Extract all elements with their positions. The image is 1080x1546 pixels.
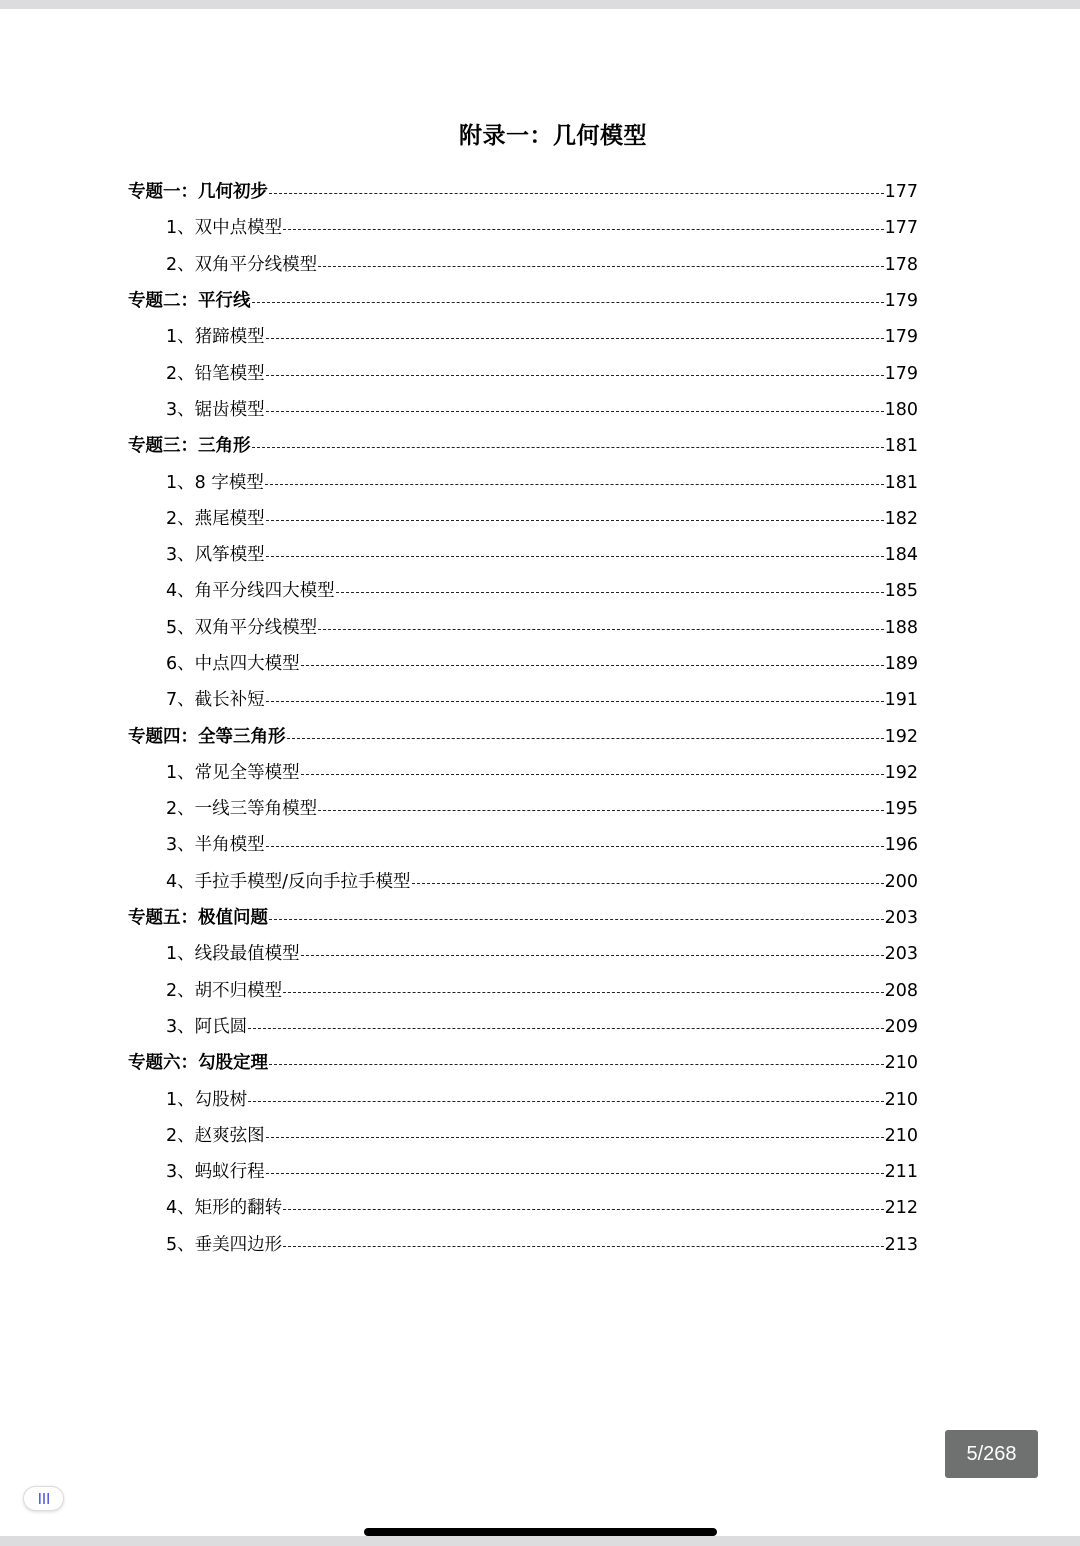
toc-section-entry[interactable] [128, 283, 918, 319]
dotted-leader [283, 981, 883, 1001]
dotted-leader [248, 1017, 883, 1037]
toc-subsection-entry[interactable] [128, 1009, 918, 1045]
toc-entry-label: 2、铅笔模型 [166, 363, 265, 384]
toc-subsection-entry[interactable] [128, 392, 918, 428]
toc-subsection-entry[interactable] [128, 210, 918, 246]
toc-page-number: 188 [884, 617, 918, 638]
toc-entry-label: 3、半角模型 [166, 835, 265, 856]
toc-subsection-entry[interactable] [128, 1154, 918, 1190]
toc-page-number: 208 [884, 980, 918, 1001]
toc-subsection-entry[interactable] [128, 537, 918, 573]
toc-entry-label: 2、燕尾模型 [166, 508, 265, 529]
toc-subsection-entry[interactable] [128, 319, 918, 355]
toc-entry-label: 1、8 字模型 [166, 472, 264, 493]
dotted-leader [265, 473, 884, 493]
toc-page-number: 179 [884, 327, 918, 348]
toc-subsection-entry[interactable] [128, 247, 918, 283]
bottom-bar [0, 1536, 1080, 1546]
toc-subsection-entry[interactable] [128, 1227, 918, 1263]
dotted-leader [266, 545, 884, 565]
toc-page-number: 191 [884, 690, 918, 711]
toc-page-number: 203 [884, 908, 918, 929]
toc-entry-label: 专题六：勾股定理 [128, 1053, 268, 1074]
dotted-leader [336, 581, 884, 601]
toc-subsection-entry[interactable] [128, 973, 918, 1009]
toc-entry-label: 专题四：全等三角形 [128, 726, 286, 747]
toc-entry-label: 4、手拉手模型/反向手拉手模型 [166, 871, 411, 892]
toc-subsection-entry[interactable] [128, 791, 918, 827]
toc-entry-label: 专题五：极值问题 [128, 908, 268, 929]
toc-subsection-entry[interactable] [128, 1190, 918, 1226]
dotted-leader [266, 1162, 884, 1182]
toc-subsection-entry[interactable] [128, 646, 918, 682]
dotted-leader [412, 872, 884, 892]
sidebar-toggle-button[interactable] [23, 1486, 64, 1511]
toc-entry-label: 1、线段最值模型 [166, 944, 300, 965]
toc-entry-label: 4、矩形的翻转 [166, 1198, 283, 1219]
dotted-leader [269, 182, 884, 202]
toc-page-number: 181 [884, 472, 918, 493]
toc-page-number: 213 [884, 1234, 918, 1255]
toc-subsection-entry[interactable] [128, 682, 918, 718]
toc-subsection-entry[interactable] [128, 1118, 918, 1154]
toc-page-number: 177 [884, 218, 918, 239]
toc-section-entry[interactable] [128, 1045, 918, 1081]
dotted-leader [318, 799, 883, 819]
dotted-leader [269, 908, 884, 928]
toc-entry-label: 7、截长补短 [166, 690, 265, 711]
toc-subsection-entry[interactable] [128, 501, 918, 537]
toc-entry-label: 3、阿氏圆 [166, 1016, 248, 1037]
dotted-leader [301, 654, 884, 674]
dotted-leader [266, 327, 884, 347]
dotted-leader [283, 218, 883, 238]
toc-subsection-entry[interactable] [128, 464, 918, 500]
toc-entry-label: 1、猪蹄模型 [166, 327, 265, 348]
toc-entry-label: 6、中点四大模型 [166, 654, 300, 674]
toc-subsection-entry[interactable] [128, 610, 918, 646]
toc-entry-label: 1、常见全等模型 [166, 762, 300, 783]
toc-entry-label: 5、双角平分线模型 [166, 617, 318, 638]
toc-section-entry[interactable] [128, 718, 918, 754]
top-status-bar [0, 0, 1080, 9]
toc-entry-label: 1、勾股树 [166, 1089, 248, 1110]
home-indicator[interactable] [364, 1528, 717, 1536]
dotted-leader [269, 1053, 884, 1073]
toc-entry-label: 3、风筝模型 [166, 545, 265, 566]
toc-page-number: 182 [884, 508, 918, 529]
toc-section-entry[interactable] [128, 900, 918, 936]
toc-page-number: 212 [884, 1198, 918, 1219]
dotted-leader [318, 618, 883, 638]
toc-page-number: 192 [884, 726, 918, 747]
toc-page-number: 203 [884, 944, 918, 965]
toc-page-number: 210 [884, 1125, 918, 1146]
dotted-leader [266, 509, 884, 529]
toc-section-entry[interactable] [128, 428, 918, 464]
dotted-leader [248, 1090, 883, 1110]
toc-entry-label: 2、胡不归模型 [166, 980, 283, 1001]
toc-page-number: 181 [884, 436, 918, 457]
toc-page-number: 210 [884, 1089, 918, 1110]
toc-page-number: 210 [884, 1053, 918, 1074]
page-indicator: 5/268 [945, 1430, 1038, 1478]
toc-entry-label: 5、垂美四边形 [166, 1234, 283, 1255]
toc-subsection-entry[interactable] [128, 936, 918, 972]
dotted-leader [252, 436, 884, 456]
toc-page-number: 180 [884, 399, 918, 420]
dotted-leader [301, 763, 884, 783]
toc-entry-label: 3、锯齿模型 [166, 399, 265, 420]
toc-page-number: 211 [884, 1162, 918, 1183]
document-page [0, 9, 1080, 1536]
toc-page-number: 192 [884, 762, 918, 783]
toc-page-number: 189 [884, 654, 918, 674]
toc-page-number: 184 [884, 545, 918, 566]
dotted-leader [283, 1198, 883, 1218]
table-of-contents [128, 174, 918, 1263]
toc-entry-label: 专题一：几何初步 [128, 182, 268, 203]
toc-entry-label: 2、一线三等角模型 [166, 799, 318, 820]
page-title: 附录一：几何模型 [459, 123, 647, 149]
toc-page-number: 195 [884, 799, 918, 820]
dotted-leader [266, 364, 884, 384]
toc-subsection-entry[interactable] [128, 827, 918, 863]
toc-section-entry[interactable] [128, 174, 918, 210]
toc-entry-label: 2、赵爽弦图 [166, 1125, 265, 1146]
toc-subsection-entry[interactable] [128, 573, 918, 609]
dotted-leader [287, 727, 884, 747]
toc-subsection-entry[interactable] [128, 1081, 918, 1117]
toc-entry-label: 3、蚂蚁行程 [166, 1162, 265, 1183]
toc-entry-label: 专题二：平行线 [128, 291, 251, 312]
toc-page-number: 185 [884, 581, 918, 602]
toc-page-number: 196 [884, 835, 918, 856]
dotted-leader [266, 1126, 884, 1146]
toc-page-number: 200 [884, 871, 918, 892]
toc-entry-label: 2、双角平分线模型 [166, 254, 318, 275]
toc-page-number: 177 [884, 182, 918, 203]
dotted-leader [266, 690, 884, 710]
dotted-leader [266, 400, 884, 420]
toc-subsection-entry[interactable] [128, 755, 918, 791]
dotted-leader [318, 255, 883, 275]
toc-page-number: 179 [884, 291, 918, 312]
toc-page-number: 178 [884, 254, 918, 275]
dotted-leader [283, 1235, 883, 1255]
toc-page-number: 179 [884, 363, 918, 384]
toc-entry-label: 1、双中点模型 [166, 218, 283, 239]
three-bars-icon [38, 1493, 50, 1504]
toc-page-number: 209 [884, 1016, 918, 1037]
dotted-leader [301, 944, 884, 964]
toc-subsection-entry[interactable] [128, 355, 918, 391]
dotted-leader [266, 835, 884, 855]
dotted-leader [252, 291, 884, 311]
toc-entry-label: 4、角平分线四大模型 [166, 581, 335, 602]
toc-subsection-entry[interactable] [128, 864, 918, 900]
toc-entry-label: 专题三：三角形 [128, 436, 251, 457]
